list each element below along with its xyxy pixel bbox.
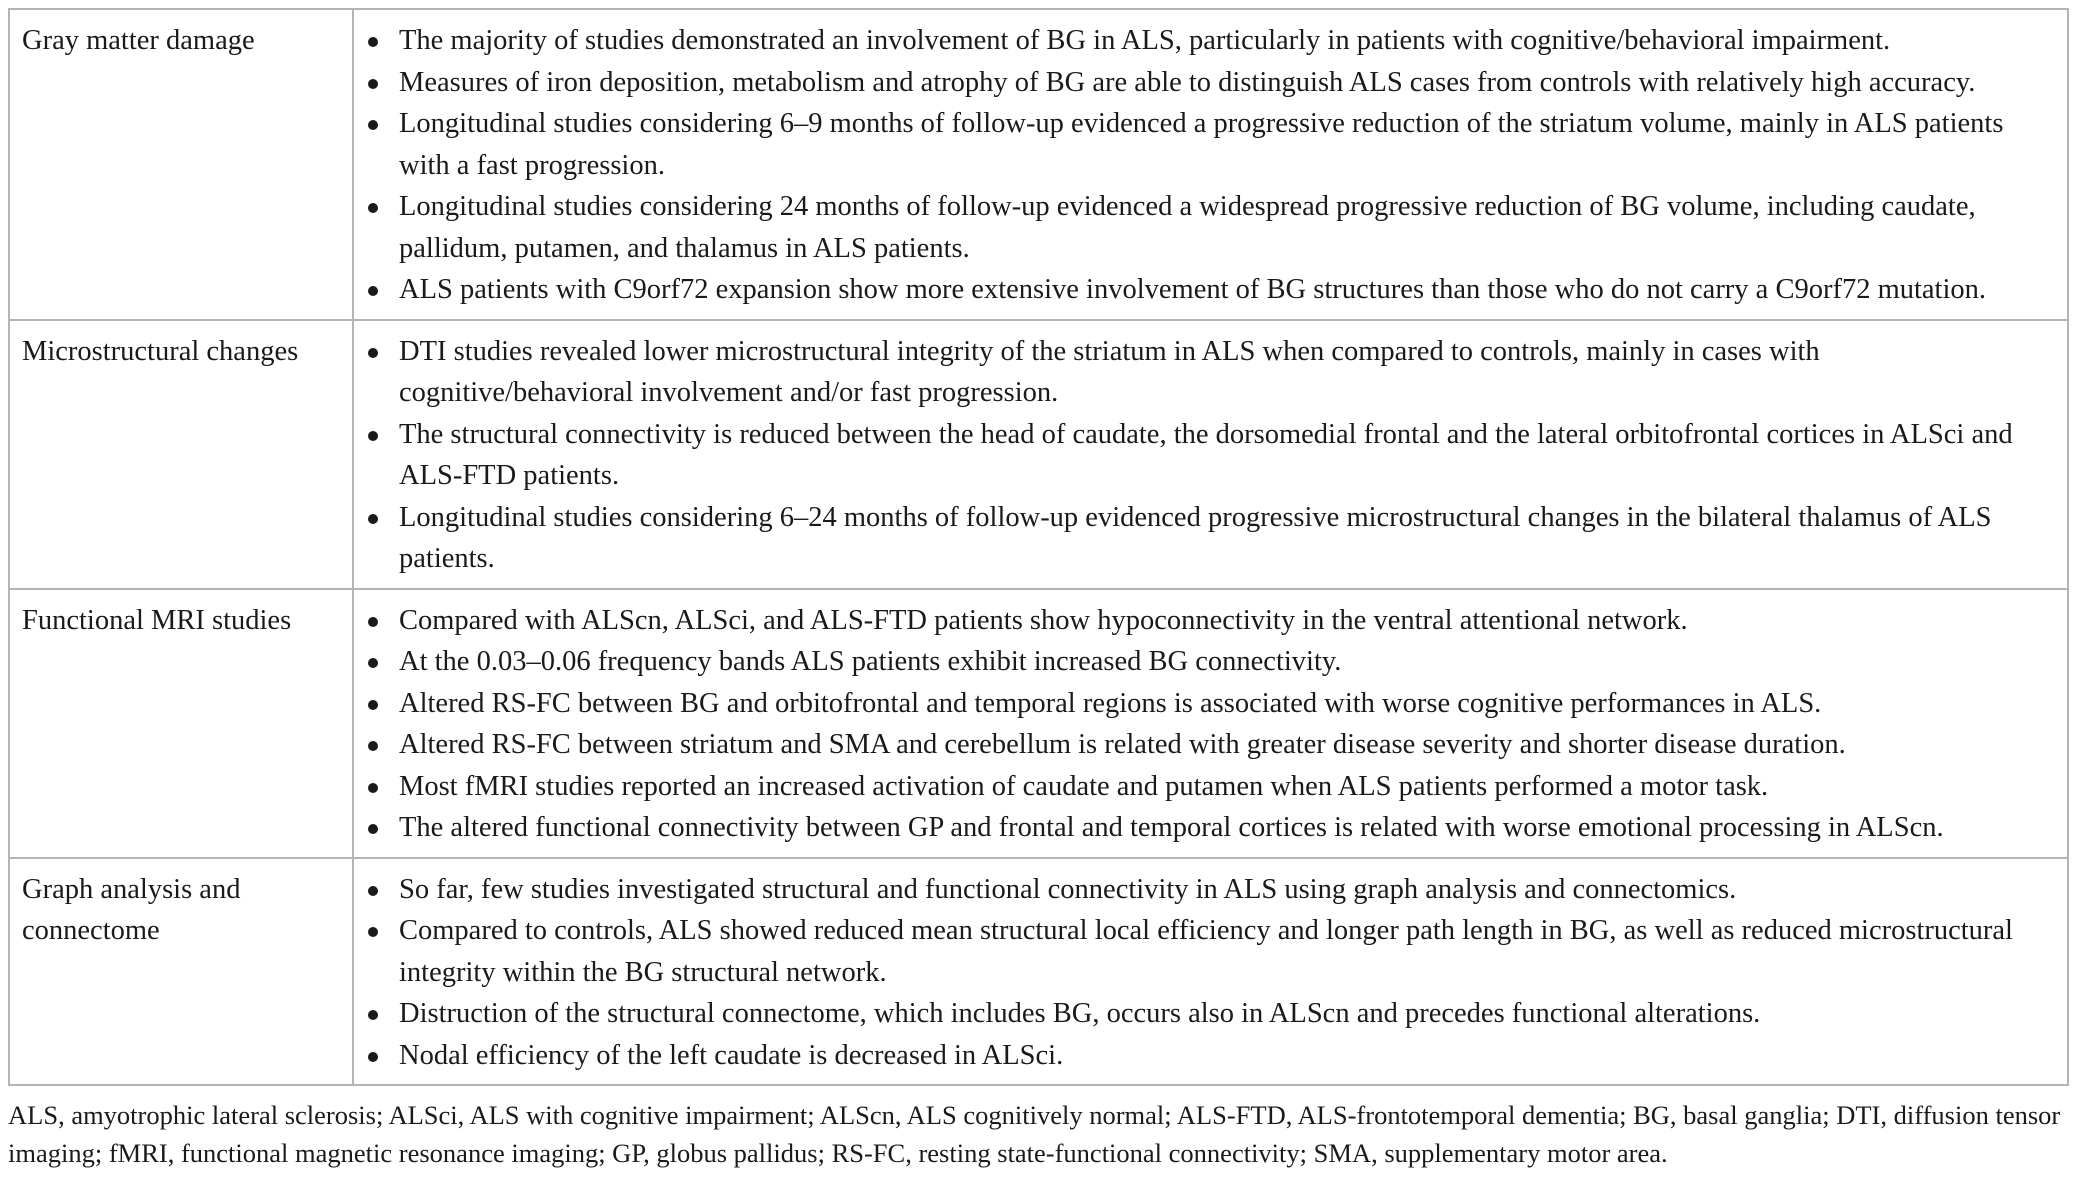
- finding-text: Measures of iron deposition, metabolism and atrophy of BG are able to distinguish ALS cases from controls with relatively high accuracy.: [399, 66, 1976, 98]
- finding-text: Most fMRI studies reported an increased activation of caudate and putamen when ALS patients performed a motor task.: [399, 770, 1769, 802]
- bullet-icon: [368, 120, 378, 130]
- finding-text: The majority of studies demonstrated an involvement of BG in ALS, particularly in patients with cognitive/behavioral impairment.: [399, 25, 1891, 56]
- list-item: [366, 766, 2057, 808]
- bullet-icon: [368, 886, 378, 896]
- finding-text: Longitudinal studies considering 6–9 months of follow-up evidenced a progressive reduction of the striatum volume, mainly in ALS patients with a fast progression.: [399, 108, 2004, 181]
- list-item: [366, 186, 2057, 269]
- finding-text: Distruction of the structural connectome, which includes BG, occurs also in ALScn and precedes functional alterations.: [399, 998, 1761, 1029]
- row-findings: [353, 858, 2068, 1086]
- row-topic: Gray matter damage: [9, 9, 353, 320]
- finding-text: So far, few studies investigated structural and functional connectivity in ALS using graph analysis and connectomics.: [399, 873, 1737, 905]
- finding-text: At the 0.03–0.06 frequency bands ALS patients exhibit increased BG connectivity.: [399, 646, 1342, 677]
- row-findings: [353, 9, 2068, 320]
- summary-table: [8, 8, 2069, 1086]
- bullet-icon: [368, 617, 378, 627]
- finding-text: DTI studies revealed lower microstructural integrity of the striatum in ALS when compared to controls, mainly in cases with cognitive/behavioral involvement and/or fast progression.: [399, 335, 1820, 408]
- table-row: [9, 589, 2068, 858]
- bullet-icon: [368, 286, 378, 296]
- bullet-icon: [368, 658, 378, 668]
- bullet-icon: [368, 741, 378, 751]
- findings-list: [366, 869, 2057, 1077]
- bullet-icon: [368, 514, 378, 524]
- bullet-icon: [368, 348, 378, 358]
- bullet-icon: [368, 783, 378, 793]
- list-item: [366, 1035, 2057, 1077]
- finding-text: The structural connectivity is reduced between the head of caudate, the dorsomedial frontal and the lateral orbitofrontal cortices in ALSci and ALS-FTD patients.: [399, 418, 2013, 491]
- row-findings: [353, 320, 2068, 589]
- list-item: [366, 910, 2057, 993]
- list-item: [366, 641, 2057, 683]
- list-item: [366, 414, 2057, 497]
- findings-list: [366, 20, 2057, 311]
- finding-text: Compared with ALScn, ALSci, and ALS-FTD patients show hypoconnectivity in the ventral attentional network.: [399, 604, 1688, 636]
- finding-text: ALS patients with C9orf72 expansion show more extensive involvement of BG structures than those who do not carry a C9orf72 mutation.: [399, 274, 1987, 305]
- list-item: [366, 103, 2057, 186]
- finding-text: Compared to controls, ALS showed reduced mean structural local efficiency and longer path length in BG, as well as reduced microstructural integrity within the BG structural network.: [399, 915, 2013, 988]
- finding-text: Longitudinal studies considering 24 months of follow-up evidenced a widespread progressive reduction of BG volume, including caudate, pallidum, putamen, and thalamus in ALS patients.: [399, 191, 1976, 264]
- list-item: [366, 269, 2057, 311]
- list-item: [366, 20, 2057, 62]
- row-topic: Functional MRI studies: [9, 589, 353, 858]
- finding-text: Longitudinal studies considering 6–24 months of follow-up evidenced progressive microstructural changes in the bilateral thalamus of ALS patients.: [399, 501, 1992, 574]
- bullet-icon: [368, 37, 378, 47]
- row-topic: Microstructural changes: [9, 320, 353, 589]
- bullet-icon: [368, 927, 378, 937]
- findings-list: [366, 600, 2057, 849]
- finding-text: Nodal efficiency of the left caudate is decreased in ALSci.: [399, 1039, 1064, 1071]
- finding-text: The altered functional connectivity between GP and frontal and temporal cortices is related with worse emotional processing in ALScn.: [399, 812, 1944, 843]
- list-item: [366, 600, 2057, 642]
- bullet-icon: [368, 700, 378, 710]
- bullet-icon: [368, 824, 378, 834]
- list-item: [366, 993, 2057, 1035]
- bullet-icon: [368, 431, 378, 441]
- table-row: [9, 9, 2068, 320]
- finding-text: Altered RS-FC between striatum and SMA and cerebellum is related with greater disease severity and shorter disease duration.: [399, 729, 1846, 760]
- bullet-icon: [368, 203, 378, 213]
- table-footnote: ALS, amyotrophic lateral sclerosis; ALSci, ALS with cognitive impairment; ALScn, ALS cognitively normal; ALS-FTD, ALS-frontotemporal dementia; BG, basal ganglia; DTI, diffusion tensor imaging; fMRI, functional magnetic resonance imaging; GP, globus pallidus; RS-FC, resting state-functional connectivity; SMA, supplementary motor area.: [8, 1100, 2061, 1168]
- row-topic: Graph analysis and connectome: [9, 858, 353, 1086]
- finding-text: Altered RS-FC between BG and orbitofrontal and temporal regions is associated with worse cognitive performances in ALS.: [399, 687, 1822, 719]
- list-item: [366, 807, 2057, 849]
- bullet-icon: [368, 1010, 378, 1020]
- row-findings: [353, 589, 2068, 858]
- list-item: [366, 683, 2057, 725]
- list-item: [366, 724, 2057, 766]
- table-row: [9, 320, 2068, 589]
- list-item: [366, 497, 2057, 580]
- bullet-icon: [368, 79, 378, 89]
- list-item: [366, 869, 2057, 911]
- table-row: [9, 858, 2068, 1086]
- bullet-icon: [368, 1052, 378, 1062]
- list-item: [366, 331, 2057, 414]
- findings-list: [366, 331, 2057, 580]
- list-item: [366, 62, 2057, 104]
